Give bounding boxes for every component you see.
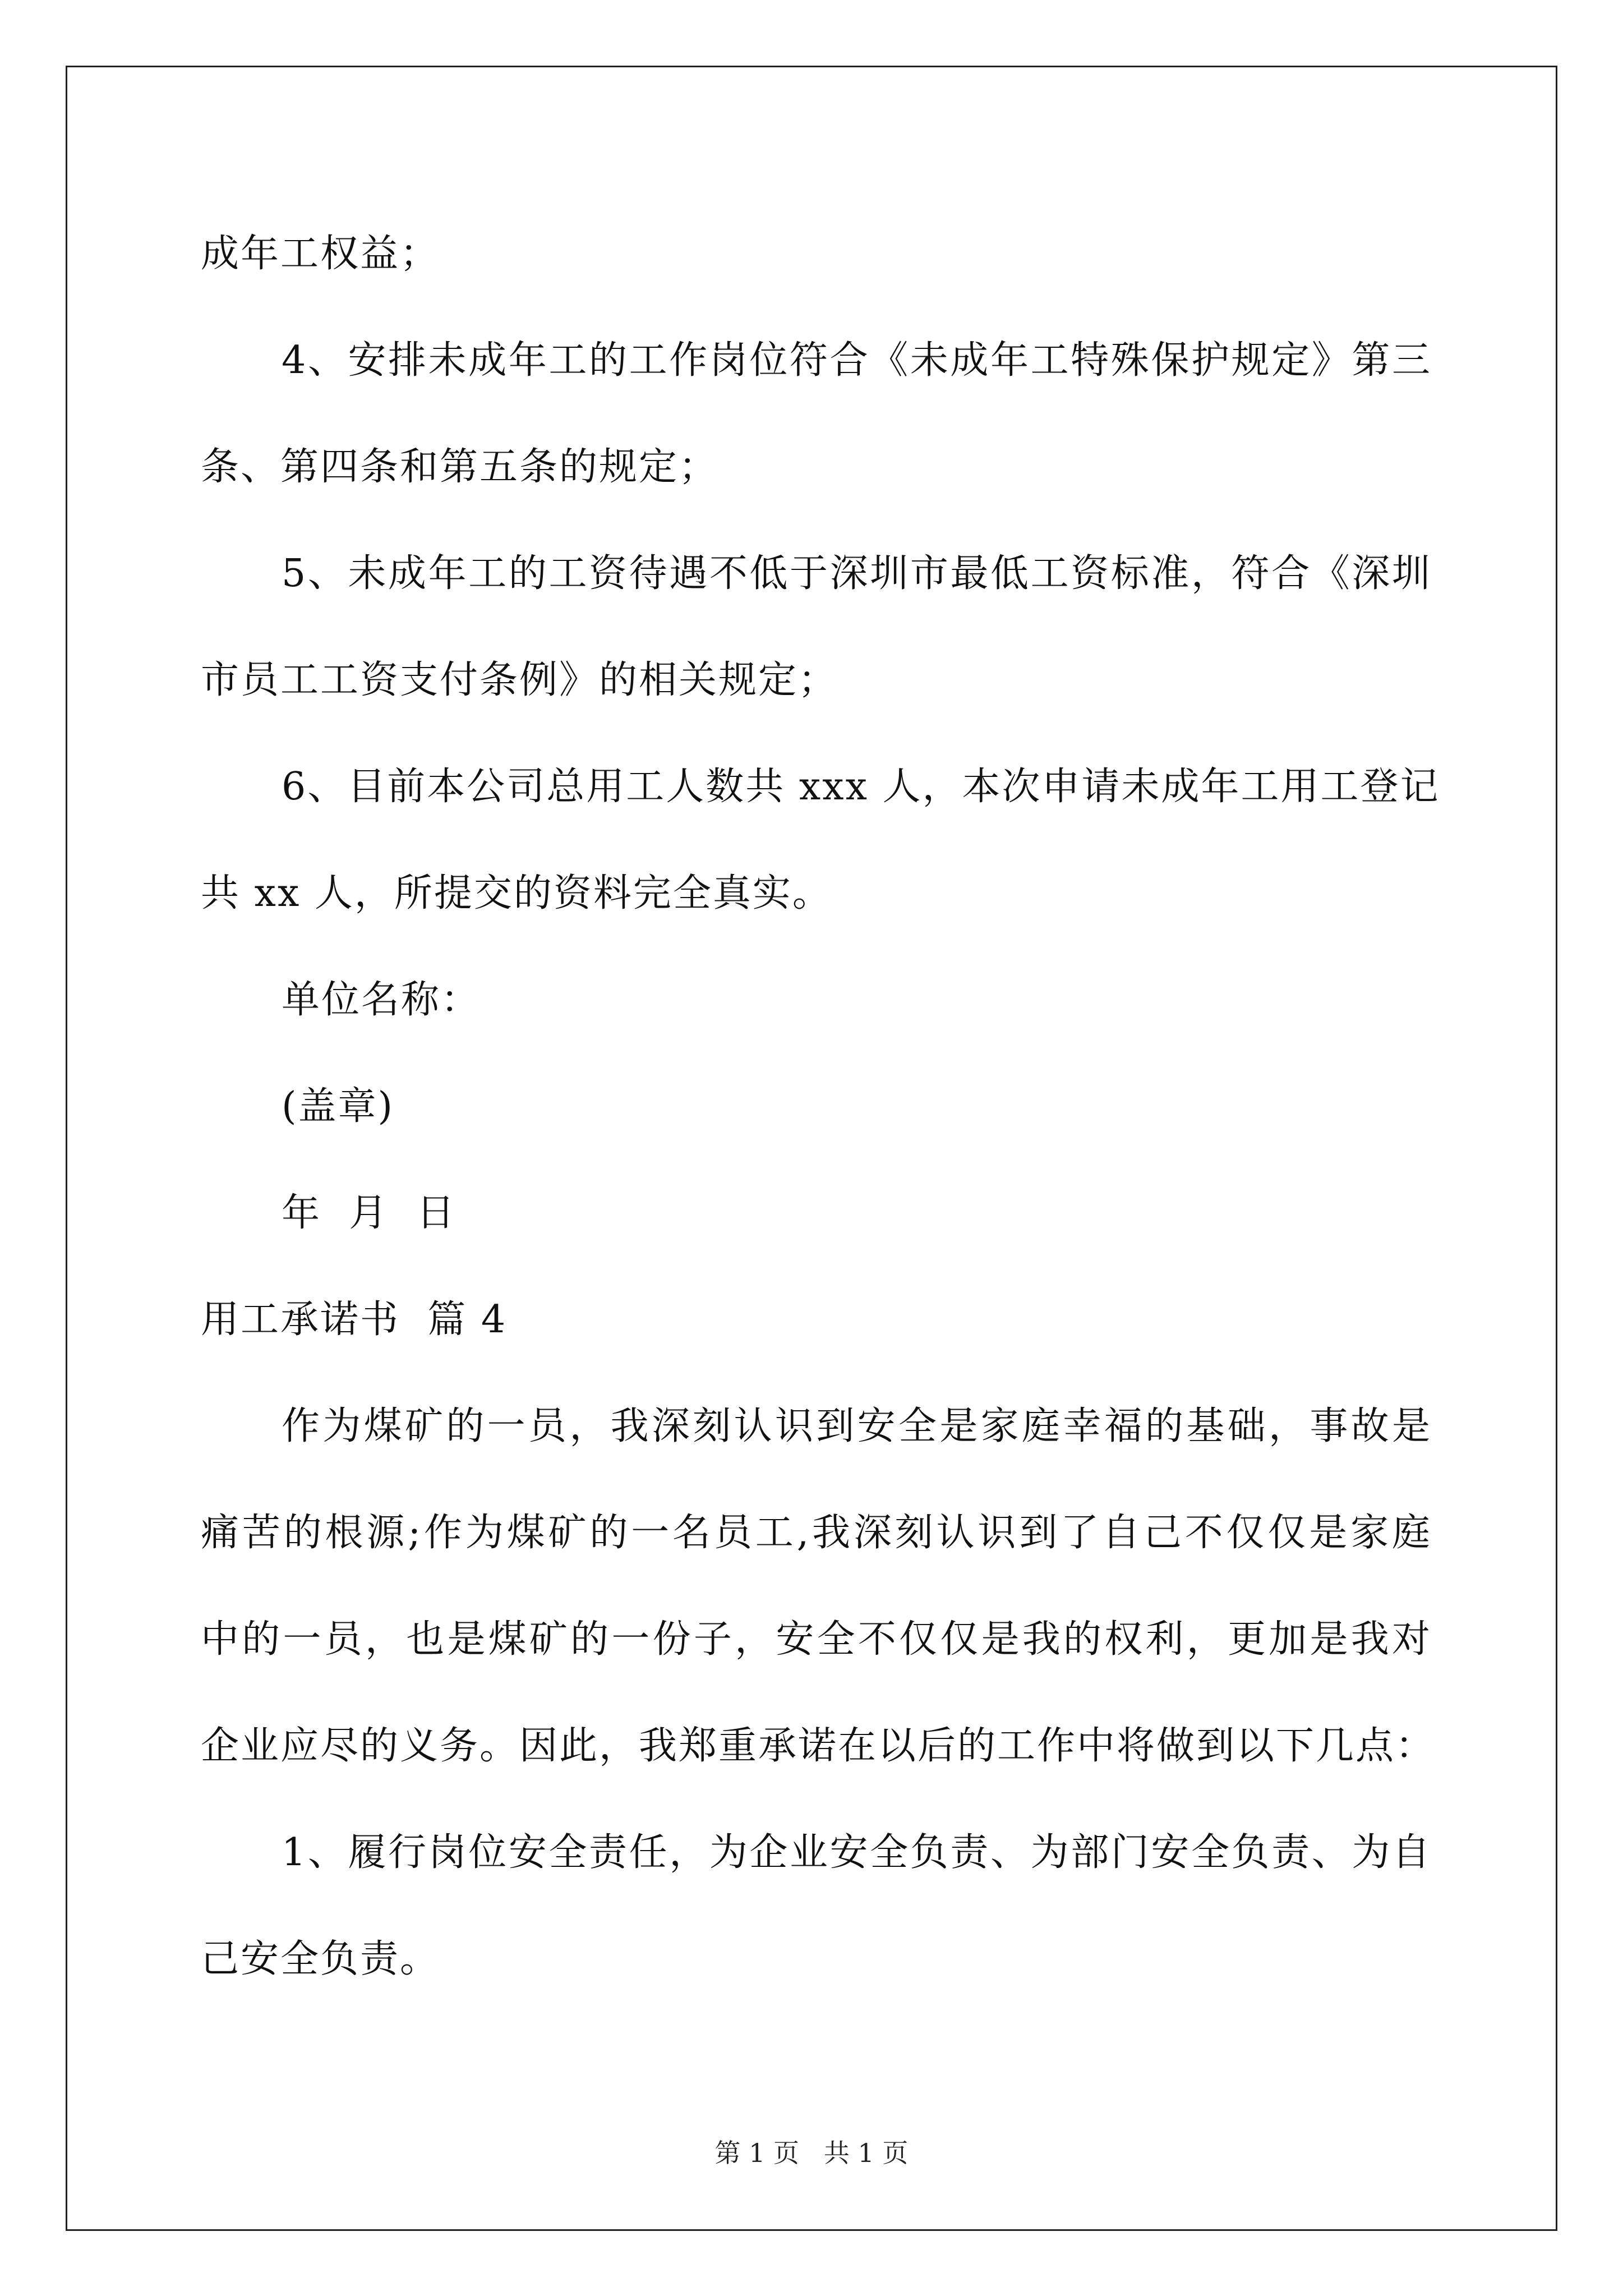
text-line: 1、履行岗位安全责任，为企业安全负责、为部门安全负责、为自: [282, 1830, 1432, 1875]
text-line: 4、安排未成年工的工作岗位符合《未成年工特殊保护规定》第三: [282, 338, 1432, 383]
text-line: 作为煤矿的一员，我深刻认识到安全是家庭幸福的基础，事故是: [282, 1404, 1432, 1448]
text-line: 条、第四条和第五条的规定；: [201, 445, 719, 489]
text-line: 5、未成年工的工资待遇不低于深圳市最低工资标准，符合《深圳: [282, 551, 1432, 596]
text-line: 企业应尽的义务。因此，我郑重承诺在以后的工作中将做到以下几点：: [201, 1724, 1436, 1768]
text-line: (盖章): [282, 1084, 395, 1129]
section-heading: 用工承诺书 篇 4: [201, 1297, 508, 1342]
text-line: 成年工权益；: [201, 232, 440, 276]
text-line: 6、目前本公司总用工人数共 xxx 人，本次申请未成年工用工登记: [282, 765, 1440, 809]
text-line: 年 月 日: [282, 1191, 457, 1235]
text-line: 中的一员，也是煤矿的一份子，安全不仅仅是我的权利，更加是我对: [201, 1617, 1432, 1662]
text-line: 单位名称：: [282, 978, 481, 1022]
text-line: 市员工工资支付条例》的相关规定；: [201, 658, 838, 702]
text-line: 己安全负责。: [201, 1937, 440, 1981]
page-footer: 第 1 页 共 1 页: [714, 2138, 909, 2168]
text-line: 共 xx 人，所提交的资料完全真实。: [201, 871, 832, 915]
text-line: 痛苦的根源;作为煤矿的一名员工,我深刻认识到了自己不仅仅是家庭: [201, 1511, 1432, 1555]
